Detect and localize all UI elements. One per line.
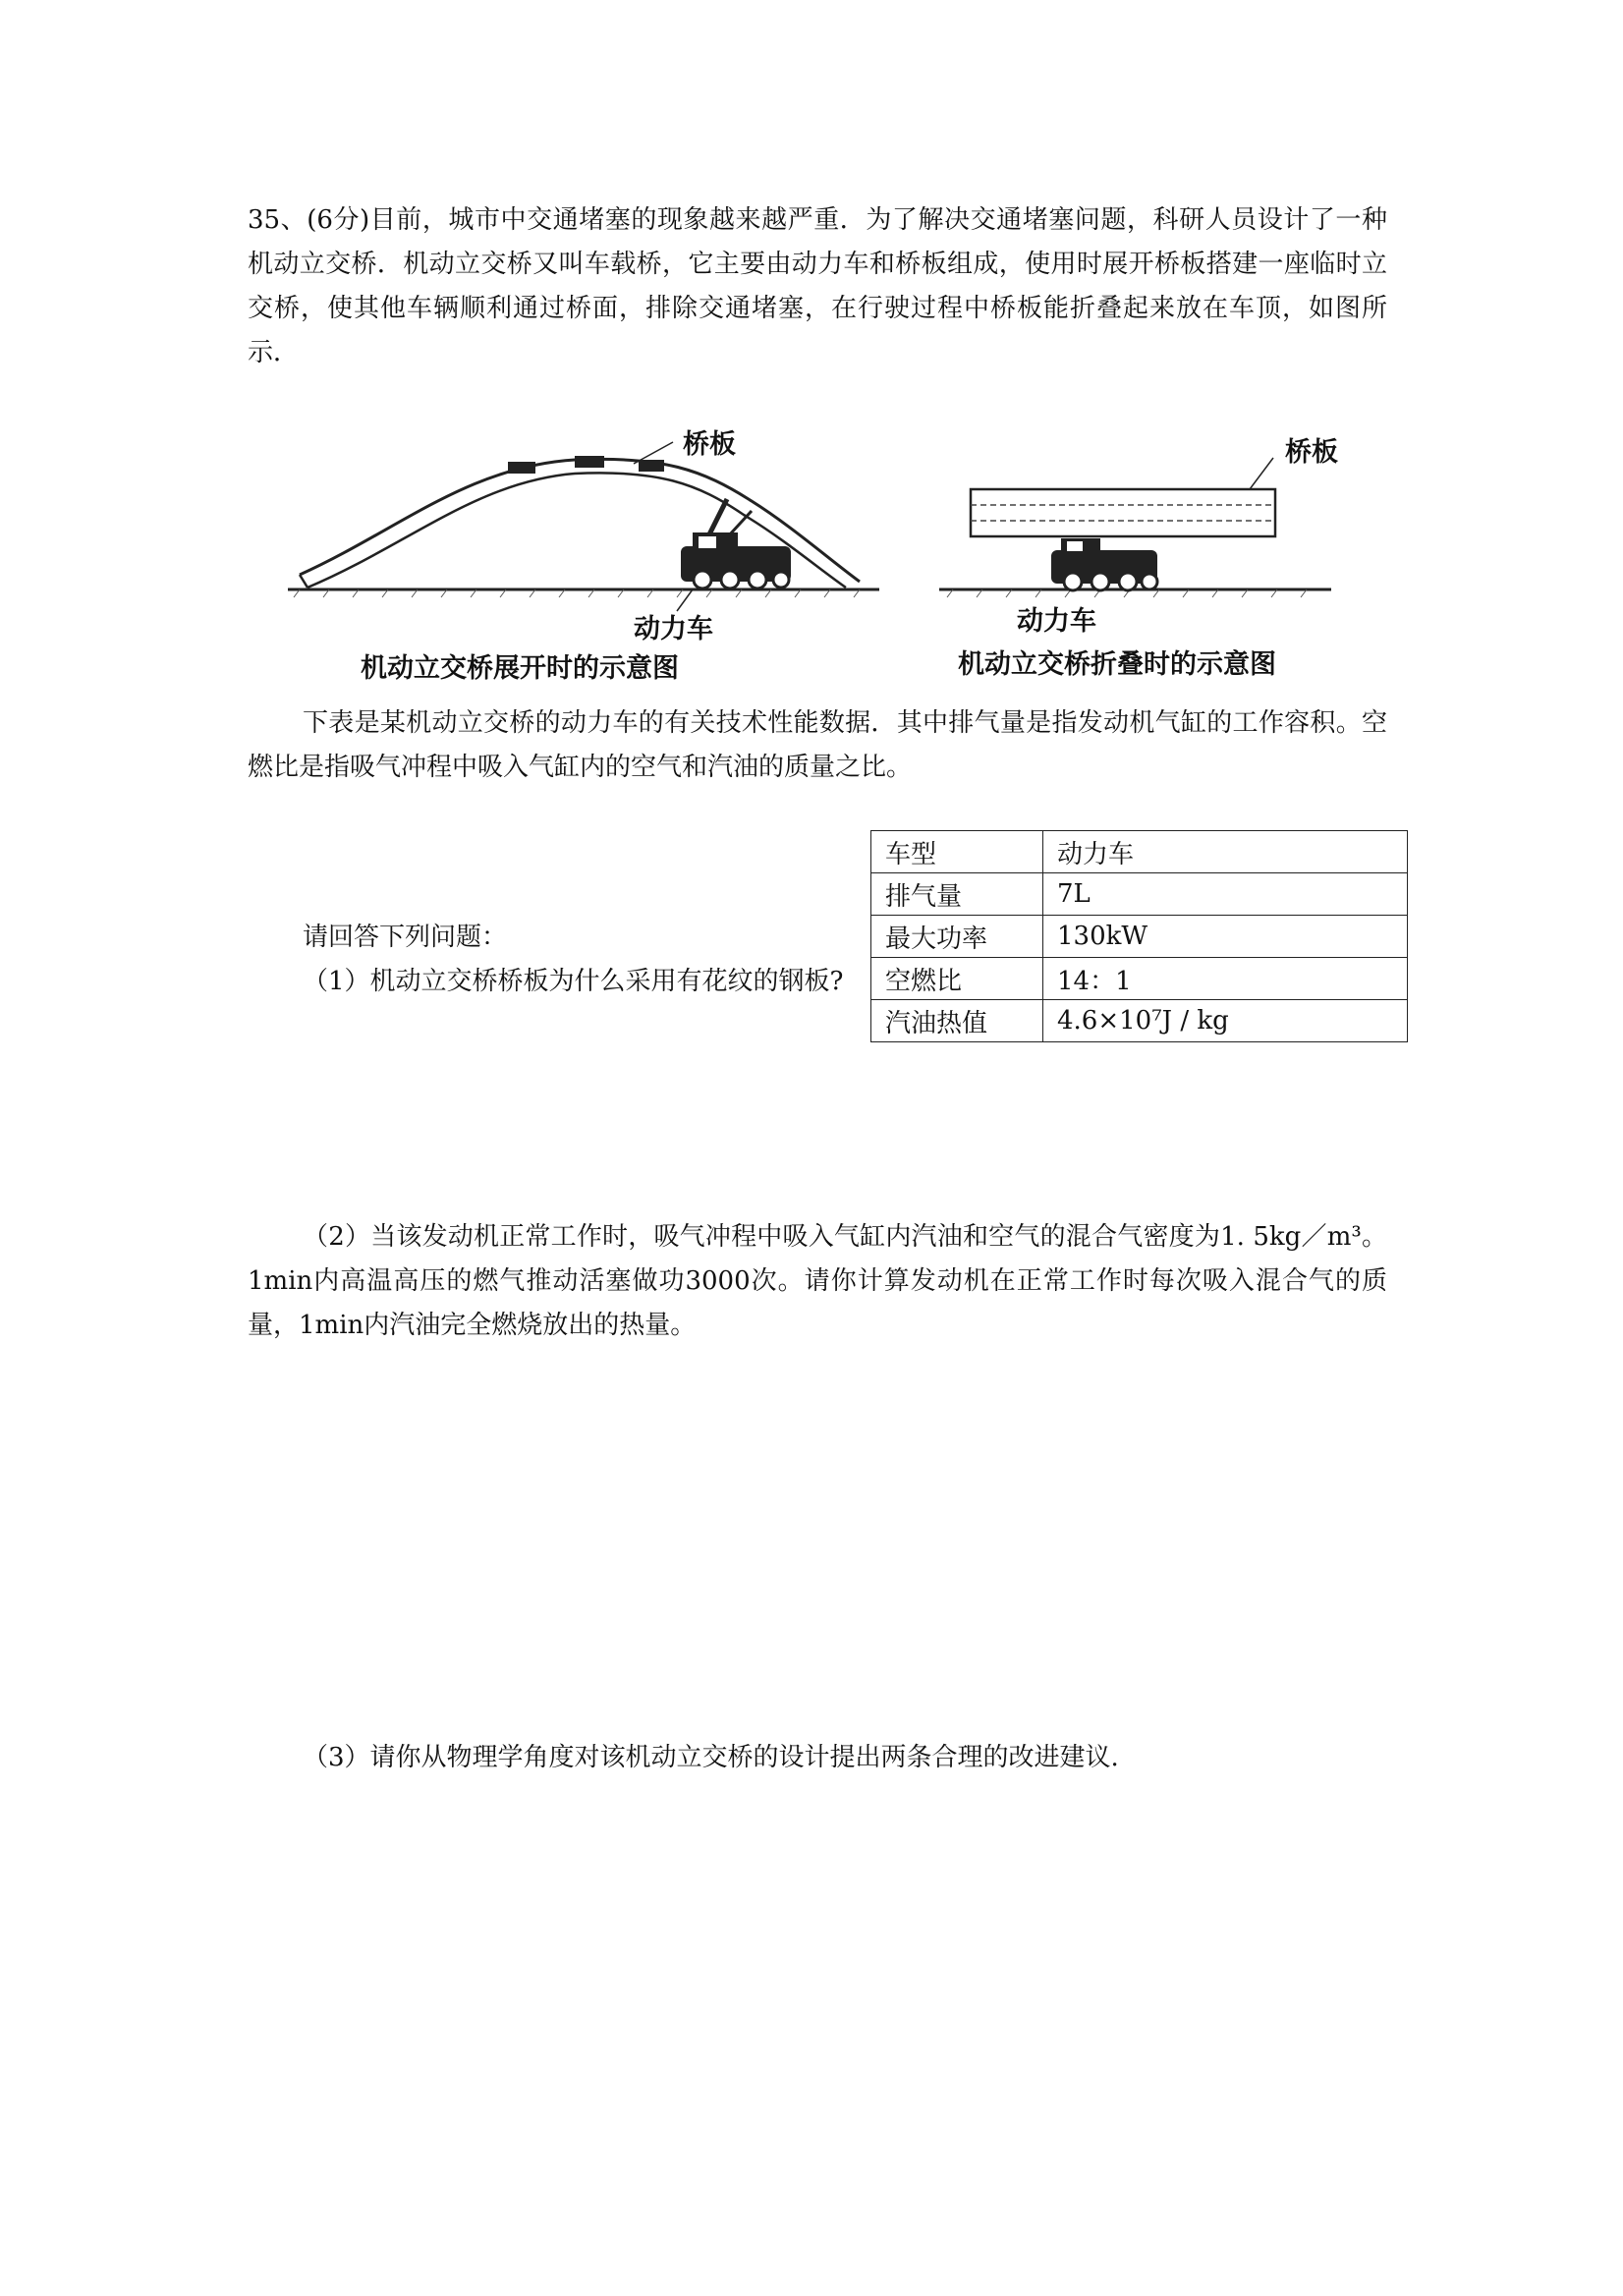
table-row — [871, 916, 1408, 958]
spec-key: 最大功率 — [871, 916, 1043, 958]
question-3: （3）请你从物理学角度对该机动立交桥的设计提出两条合理的改进建议. — [303, 1743, 1119, 1772]
table-row — [871, 958, 1408, 1000]
question-2: （2）当该发动机正常工作时，吸气冲程中吸入气缸内汽油和空气的混合气密度为1. 5kg／m³。1min内高温高压的燃气推动活塞做功3000次。请你计算发动机在正常工作时每次吸入混合气的质量，1min内汽油完全燃烧放出的热量。 — [248, 1222, 1387, 1340]
spec-table — [870, 830, 1408, 1042]
spec-key: 排气量 — [871, 873, 1043, 916]
caption-bridge-folded: 机动立交桥折叠时的示意图 — [958, 649, 1276, 680]
label-power-car-right: 动力车 — [1017, 606, 1096, 637]
question-intro: 35、(6分)目前，城市中交通堵塞的现象越来越严重．为了解决交通堵塞问题，科研人员设计了一种机动立交桥．机动立交桥又叫车载桥，它主要由动力车和桥板组成，使用时展开桥板搭建一座临时立交桥，使其他车辆顺利通过桥面，排除交通堵塞，在行驶过程中桥板能折叠起来放在车顶，如图所示． — [248, 205, 1387, 367]
caption-bridge-unfolded: 机动立交桥展开时的示意图 — [361, 653, 679, 684]
label-bridge-board-right: 桥板 — [1285, 437, 1338, 468]
spec-value: 7L — [1043, 873, 1408, 916]
table-row — [871, 873, 1408, 916]
answer-prompt: 请回答下列问题： — [303, 923, 508, 952]
question-1: （1）机动立交桥桥板为什么采用有花纹的钢板? — [303, 967, 844, 996]
label-power-car-left: 动力车 — [634, 614, 713, 644]
spec-value: 130kW — [1043, 916, 1408, 958]
spec-key: 车型 — [871, 831, 1043, 873]
spec-key: 空燃比 — [871, 958, 1043, 1000]
label-bridge-board-left: 桥板 — [683, 429, 736, 460]
spec-key: 汽油热值 — [871, 1000, 1043, 1042]
spec-value: 14：1 — [1043, 958, 1408, 1000]
table-intro: 下表是某机动立交桥的动力车的有关技术性能数据．其中排气量是指发动机气缸的工作容积。空燃比是指吸气冲程中吸入气缸内的空气和汽油的质量之比。 — [248, 708, 1387, 782]
figure-bridge-unfolded — [280, 422, 889, 684]
table-row — [871, 1000, 1408, 1042]
bridge-unfolded-illustration — [280, 422, 889, 619]
spec-value: 动力车 — [1043, 831, 1408, 873]
spec-value: 4.6×10⁷J / kg — [1043, 1000, 1408, 1042]
table-row — [871, 831, 1408, 873]
figure-bridge-folded — [933, 422, 1385, 678]
